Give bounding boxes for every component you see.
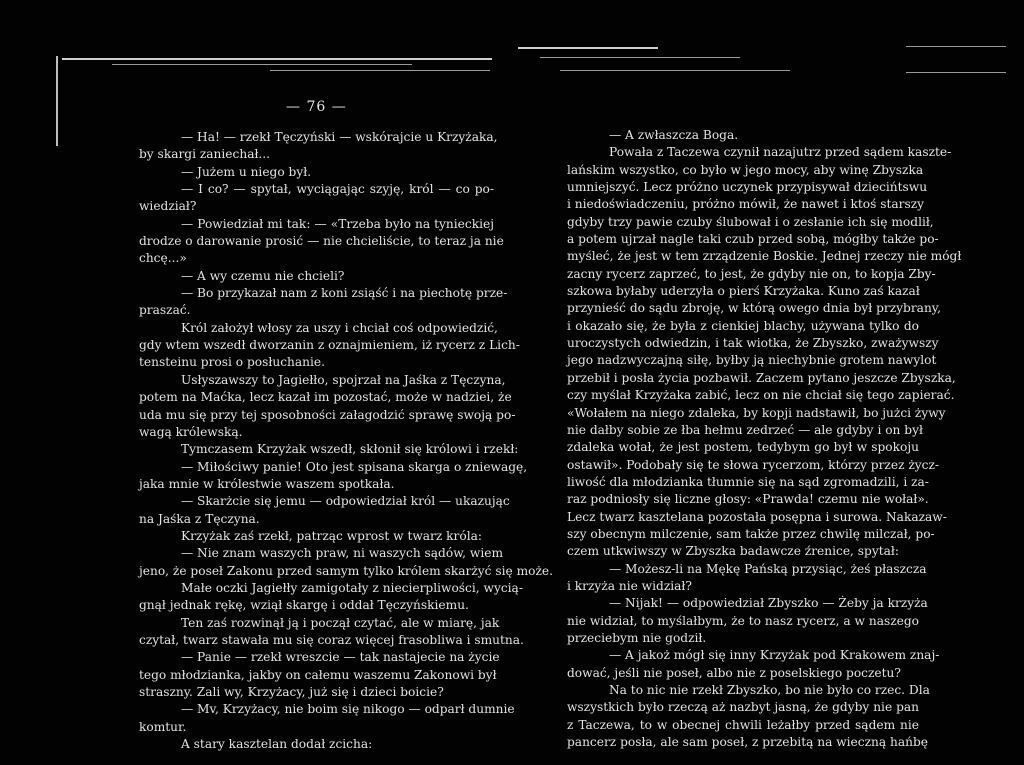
text-line: — Skarżcie się jemu — odpowiedział król — ukazując — [181, 494, 510, 509]
text-line: — Możesz-li na Mękę Pańską przysiąc, żeś płaszcza — [609, 561, 927, 576]
text-line: — Bo przykazał nam z koni zsiąść i na piechotę prze- — [181, 286, 508, 301]
top-scan-rule — [906, 72, 1006, 73]
text-line: nie widział, to myślałbym, że to nasz rycerz, a w naszego — [567, 613, 919, 628]
text-line: — Nie znam waszych praw, ni waszych sądów, wiem — [181, 546, 504, 561]
text-line: zdaleka wołał, że jest postem, tedybym go był w spokoju — [567, 440, 919, 455]
text-line: chcę...» — [139, 251, 187, 266]
text-line: na Jaśka z Tęczyna. — [139, 511, 260, 526]
left-text-column — [139, 129, 553, 753]
text-line: wiedział? — [139, 199, 197, 214]
text-line: jaka mnie w królestwie waszem spotkała. — [139, 476, 395, 491]
text-line: potem na Maćka, lecz kazał im pozostać, może w nadziei, że — [139, 390, 512, 405]
text-line: — A jakoż mógł się inny Krzyżak pod Krakowem znaj- — [609, 648, 940, 663]
text-line: raz podniosły się liczne głosy: «Prawda! czemu nie wołał». — [567, 492, 929, 507]
text-line: Krzyżak zaś rzekł, patrząc wprost w twarz króla: — [181, 528, 482, 543]
text-line: drodze o darowanie prosić — nie chcieliście, to teraz ja nie — [139, 234, 504, 249]
text-line: — A zwłaszcza Boga. — [609, 128, 739, 142]
text-line: pancerz posła, ale sam poseł, z przebitą na wieczną hańbę — [567, 735, 928, 750]
text-line: i krzyża nie widział? — [567, 578, 692, 593]
text-line: tego młodzianka, jakby on całemu waszemu Zakonowi był — [139, 667, 497, 682]
text-line: jego nadzwyczajną siłę, byłby ją niechybnie grotem nawylot — [567, 353, 937, 368]
text-line: praszać. — [139, 303, 191, 318]
text-line: tensteinu prosi o posłuchanie. — [139, 355, 325, 370]
text-line: Ten zaś rozwinął ją i począł czytać, ale w miarę, jak — [181, 615, 500, 630]
text-line: Na to nic nie rzekł Zbyszko, bo nie było co rzec. Dla — [609, 683, 930, 697]
text-line: — Miłościwy panie! Oto jest spisana skarga o zniewagę, — [181, 459, 528, 474]
top-scan-rule — [906, 46, 1006, 47]
text-line: ostawił». Podobały się te słowa rycerzom, którzy przez życz- — [567, 457, 940, 472]
text-line: czem utkwiwszy w Zbyszka badawcze źrenice, spytał: — [567, 544, 899, 559]
text-line: Tymczasem Krzyżak wszedł, skłonił się królowi i rzekł: — [181, 442, 519, 457]
text-line: liwość dla młodzianka tłumnie się na sąd zgromadzili, i za- — [567, 474, 929, 489]
text-line: jeno, że poseł Zakonu przed samym tylko królem skarżyć się może. — [139, 563, 553, 578]
text-line: gnął jednak rękę, wziął skargę i oddał Tęczyńskiemu. — [139, 598, 469, 613]
text-line: wagą królewską. — [139, 424, 243, 439]
text-line: komtur. — [139, 719, 187, 734]
text-line: — Nijak! — odpowiedział Zbyszko — Żeby ja krzyża — [609, 596, 928, 611]
text-line: Lecz twarz kasztelana pozostała posępna i surowa. Nakazaw- — [567, 509, 947, 524]
text-line: — Mv, Krzyżacy, nie boim się nikogo — odparł dumnie — [181, 702, 515, 717]
text-line: by skargi zaniechał... — [139, 147, 271, 162]
text-line: czytał, twarz stawała mu się coraz więcej frasobliwa i smutna. — [139, 632, 524, 647]
top-scan-rule — [62, 58, 492, 60]
text-line: i okazało się, że była z cienkiej blachy, używana tylko do — [567, 318, 919, 333]
text-line: Król założył włosy za uszy i chciał coś odpowiedzić, — [181, 320, 498, 335]
text-line: nie dałby sobie ze łba hełmu zedrzeć — ale gdyby i on był — [567, 422, 923, 437]
text-line: myśleć, że jest w tem zrządzenie Boskie. Jednej rzeczy nie mógł — [567, 249, 962, 264]
text-line: szy obecnym milczenie, sam także przez chwilę milczał, po- — [567, 526, 935, 541]
top-scan-rule — [112, 64, 412, 65]
text-line: Małe oczki Jagiełły zamigotały z niecierpliwości, wycią- — [181, 580, 523, 595]
text-line: i niedoświadczeniu, próżno mówił, że nawet i ktoś starszy — [567, 197, 925, 212]
text-line: uda mu się przy tej sposobności załagodzić sprawę swoją po- — [139, 407, 516, 422]
text-line: szkowa byłaby uderzyła o pierś Krzyżaka. Kuno zaś kazał — [567, 284, 920, 299]
text-line: a potem ujrzał nagle taki czub przed sobą, mógłby także po- — [567, 232, 939, 247]
top-scan-rule — [518, 47, 658, 49]
text-line: wszystkich było rzeczą aż nazbyt jasną, że gdyby nie pan — [567, 700, 919, 715]
text-line: umniejszyć. Lecz próżno uczynek przypisywał dziecińtswu — [567, 180, 928, 195]
text-line: — Panie — rzekł wreszcie — tak nastajecie na życie — [181, 650, 500, 665]
text-line: Powała z Taczewa czynił nazajutrz przed sądem kaszte- — [609, 145, 952, 160]
text-line: czy myślał Krzyżaka zabić, lecz on nie chciał się tego zapierać. — [567, 388, 955, 403]
text-line: uroczystych odwiedzin, i tak wiotka, że Zbyszko, zważywszy — [567, 336, 939, 351]
top-scan-rule — [540, 57, 740, 58]
right-text-column — [567, 127, 962, 751]
text-line: — A wy czemu nie chcieli? — [181, 268, 345, 283]
text-line: przebił i posła życia pozbawił. Zaczem pytano jeszcze Zbyszka, — [567, 370, 956, 385]
text-line: — I co? — spytał, wyciągając szyję, król — co po- — [181, 182, 494, 197]
text-line: lańskim wszystko, co było w jego mocy, aby winę Zbyszka — [567, 162, 924, 177]
text-line: dować, jeśli nie poseł, albo nie z poselskiego poczetu? — [567, 665, 901, 680]
left-scan-edge — [56, 56, 58, 146]
text-line: gdyby trzy pawie czuby ślubował i o zesłanie ich się modlił, — [567, 214, 934, 229]
text-line: — Jużem u niego był. — [181, 164, 312, 179]
text-line: straszny. Zali wy, Krzyżacy, już się i dzieci boicie? — [139, 685, 444, 699]
text-line: «Wołałem na niego zdaleka, by kopji nadstawił, bo jużci żywy — [567, 405, 946, 420]
text-line: przeciebym nie godził. — [567, 630, 707, 645]
text-line: z Taczewa, to w obecnej chwili leżałby przed sądem nie — [567, 717, 919, 732]
text-line: — Powiedział mi tak: — «Trzeba było na tynieckiej — [181, 216, 494, 231]
text-line: gdy wtem wszedł dworzanin z oznajmieniem, iż rycerz z Lich- — [139, 338, 520, 353]
text-line: — Ha! — rzekł Tęczyński — wskórajcie u Krzyżaka, — [181, 130, 498, 144]
top-scan-rule — [270, 70, 490, 71]
text-line: przynieść do sądu zbroję, w którą owego dnia był przybrany, — [567, 301, 941, 316]
text-line: Usłyszawszy to Jagiełło, spojrzał na Jaśka z Tęczyna, — [181, 372, 506, 387]
text-line: zacny rycerz zaprzeć, to jest, że gdyby nie on, to kopja Zby- — [567, 266, 936, 281]
text-line: A stary kasztelan dodał zcicha: — [181, 737, 373, 752]
top-scan-rule — [560, 70, 790, 71]
page-number: — 76 — — [286, 99, 347, 115]
